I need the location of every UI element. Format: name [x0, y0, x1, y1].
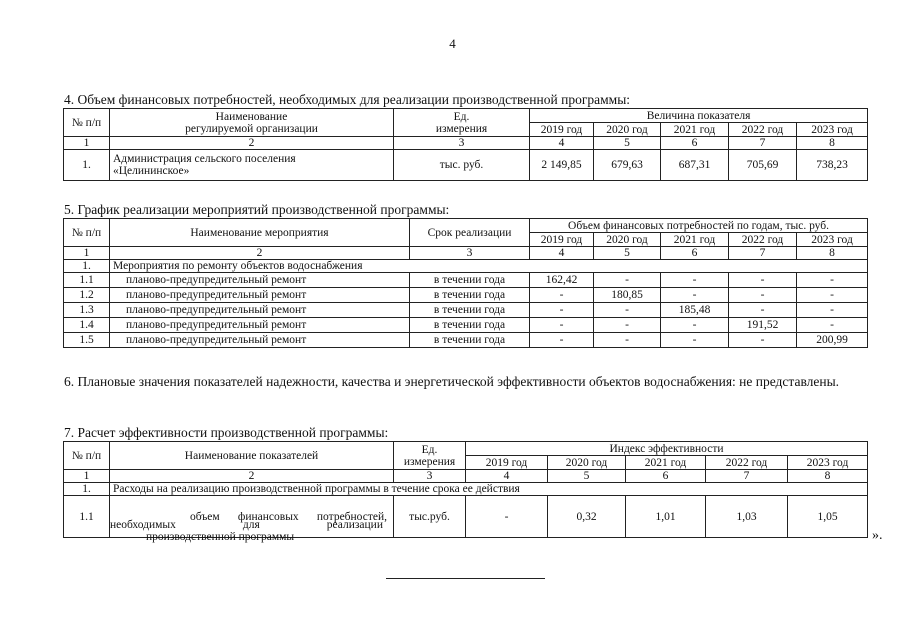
year-header: 2020 год	[548, 456, 626, 470]
col-index-header: Индекс эффективности	[466, 442, 868, 456]
row-value: 200,99	[797, 333, 868, 348]
section7-heading: 7. Расчет эффективности производственной программы:	[64, 425, 389, 440]
col-number: 6	[661, 247, 729, 260]
year-header: 2023 год	[797, 233, 868, 247]
col-number: 4	[530, 137, 594, 150]
year-header: 2022 год	[729, 233, 797, 247]
row-value: 2 149,85	[530, 150, 594, 181]
row-value: -	[729, 333, 797, 348]
col-num-header: № п/п	[64, 109, 110, 137]
col-number: 4	[466, 470, 548, 483]
group-row	[64, 483, 868, 496]
row-value: 162,42	[530, 273, 594, 288]
row-name: планово-предупредительный ремонт	[110, 303, 410, 318]
row-name-line3: производственной программы	[146, 531, 295, 543]
col-number: 3	[394, 470, 466, 483]
table-row	[64, 303, 868, 318]
row-value: 180,85	[594, 288, 661, 303]
col-num-header: № п/п	[64, 219, 110, 247]
row-value: 0,32	[548, 496, 626, 538]
row-period: в течении года	[410, 288, 530, 303]
table-row	[64, 333, 868, 348]
row-value: -	[530, 288, 594, 303]
col-number: 2	[110, 137, 394, 150]
table-row	[64, 273, 868, 288]
group-name: Мероприятия по ремонту объектов водоснабжения	[110, 260, 868, 273]
year-header: 2020 год	[594, 123, 661, 137]
col-number: 8	[797, 247, 868, 260]
group-name: Расходы на реализацию производственной программы в течение срока ее действия	[110, 483, 868, 496]
row-name: планово-предупредительный ремонт	[110, 288, 410, 303]
row-num: 1.4	[64, 318, 110, 333]
table-row	[64, 318, 868, 333]
row-num: 1.1	[64, 273, 110, 288]
col-number: 1	[64, 470, 110, 483]
row-period: в течении года	[410, 333, 530, 348]
section4-table	[63, 108, 868, 181]
section4-heading: 4. Объем финансовых потребностей, необходимых для реализации производственной программы:	[64, 92, 631, 107]
col-number: 4	[530, 247, 594, 260]
row-num: 1.5	[64, 333, 110, 348]
col-volume-header: Объем финансовых потребностей по годам, тыс. руб.	[530, 219, 868, 233]
row-name-line2: необходимых для реализации	[110, 519, 383, 531]
row-period: в течении года	[410, 303, 530, 318]
year-header: 2023 год	[797, 123, 868, 137]
year-header: 2022 год	[729, 123, 797, 137]
section6-paragraph: 6. Плановые значения показателей надежности, качества и энергетической эффективности объектов водоснабжения: не представлены.	[64, 374, 840, 389]
col-number: 8	[788, 470, 868, 483]
closing-quote: ».	[872, 528, 883, 543]
year-header: 2019 год	[466, 456, 548, 470]
row-value: 738,23	[797, 150, 868, 181]
year-header: 2020 год	[594, 233, 661, 247]
col-number: 7	[729, 247, 797, 260]
org-name: Администрация сельского поселения «Целининское»	[110, 150, 394, 181]
row-value: -	[661, 318, 729, 333]
year-header: 2019 год	[530, 233, 594, 247]
year-header: 2019 год	[530, 123, 594, 137]
row-unit: тыс.руб.	[394, 496, 466, 538]
row-num: 1.	[64, 150, 110, 181]
row-value: 679,63	[594, 150, 661, 181]
col-number: 7	[729, 137, 797, 150]
section5-table	[63, 218, 868, 348]
year-header: 2023 год	[788, 456, 868, 470]
col-number: 2	[110, 247, 410, 260]
row-value: -	[594, 333, 661, 348]
col-number: 2	[110, 470, 394, 483]
col-number: 1	[64, 247, 110, 260]
row-value: 1,03	[706, 496, 788, 538]
row-num: 1.3	[64, 303, 110, 318]
year-header: 2021 год	[626, 456, 706, 470]
col-number-row	[64, 247, 868, 260]
col-number-row	[64, 137, 868, 150]
row-name: планово-предупредительный ремонт	[110, 273, 410, 288]
row-num: 1.	[64, 483, 110, 496]
row-num: 1.	[64, 260, 110, 273]
row-period: в течении года	[410, 318, 530, 333]
row-value: -	[729, 288, 797, 303]
row-value: -	[797, 288, 868, 303]
col-number: 3	[394, 137, 530, 150]
row-name: планово-предупредительный ремонт	[110, 333, 410, 348]
row-value: -	[594, 318, 661, 333]
row-value: -	[797, 318, 868, 333]
col-number: 5	[594, 247, 661, 260]
col-name-header: Наименование показателей	[110, 442, 394, 470]
col-number: 1	[64, 137, 110, 150]
col-unit-header: Ед. измерения	[394, 442, 466, 470]
year-header: 2021 год	[661, 123, 729, 137]
row-num: 1.2	[64, 288, 110, 303]
year-header: 2021 год	[661, 233, 729, 247]
section5-heading: 5. График реализации мероприятий производственной программы:	[64, 202, 450, 217]
col-number: 6	[626, 470, 706, 483]
col-number: 3	[410, 247, 530, 260]
row-value: -	[797, 273, 868, 288]
row-value: 1,01	[626, 496, 706, 538]
col-period-header: Срок реализации	[410, 219, 530, 247]
row-value: -	[661, 333, 729, 348]
row-value: -	[729, 273, 797, 288]
col-number: 6	[661, 137, 729, 150]
col-name-header: Наименование мероприятия	[110, 219, 410, 247]
col-org-header: Наименование регулируемой организации	[110, 109, 394, 137]
table-row	[64, 150, 868, 181]
row-value: 1,05	[788, 496, 868, 538]
col-unit-header: Ед. измерения	[394, 109, 530, 137]
group-row	[64, 260, 868, 273]
row-value: -	[530, 333, 594, 348]
row-name: планово-предупредительный ремонт	[110, 318, 410, 333]
row-value: -	[661, 288, 729, 303]
col-number: 7	[706, 470, 788, 483]
col-value-header: Величина показателя	[530, 109, 868, 123]
row-value: 185,48	[661, 303, 729, 318]
col-number-row	[64, 470, 868, 483]
row-value: 191,52	[729, 318, 797, 333]
row-period: в течении года	[410, 273, 530, 288]
col-num-header: № п/п	[64, 442, 110, 470]
row-value: -	[594, 273, 661, 288]
col-number: 8	[797, 137, 868, 150]
row-value: -	[466, 496, 548, 538]
col-number: 5	[548, 470, 626, 483]
col-number: 5	[594, 137, 661, 150]
row-value: -	[797, 303, 868, 318]
table-row	[64, 288, 868, 303]
row-value: 705,69	[729, 150, 797, 181]
row-unit: тыс. руб.	[394, 150, 530, 181]
row-value: 687,31	[661, 150, 729, 181]
row-value: -	[729, 303, 797, 318]
divider-line	[386, 578, 545, 579]
row-name: объем финансовых потребностей,	[110, 496, 394, 538]
row-value: -	[530, 303, 594, 318]
page-number: 4	[449, 36, 456, 51]
row-value: -	[594, 303, 661, 318]
row-value: -	[530, 318, 594, 333]
row-value: -	[661, 273, 729, 288]
year-header: 2022 год	[706, 456, 788, 470]
row-num: 1.1	[64, 496, 110, 538]
